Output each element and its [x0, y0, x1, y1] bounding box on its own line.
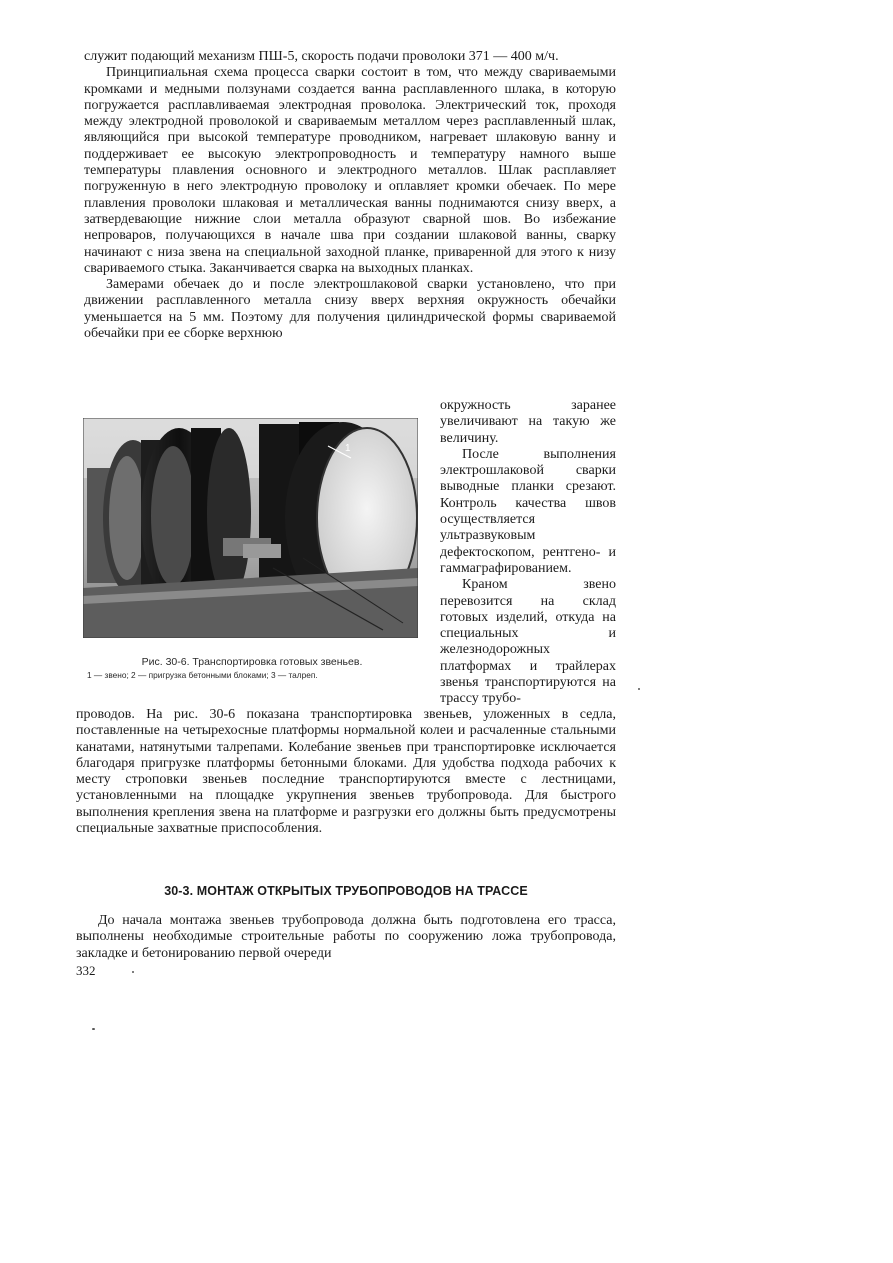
text-block-section: [76, 913, 616, 962]
paragraph-transport-start: Краном звено перевозится на склад готовых изделий, откуда на специальных и железнодорожных платформах и трайлерах звенья транспортируются на трассу трубо-: [440, 577, 616, 707]
scan-speck: [638, 688, 640, 690]
paragraph-quality-control: После выполнения электрошлаковой сварки выводные планки срезают. Контроль качества швов осуществляется ультразвуковым дефектоскопом, рентгено- и гаммаграфированием.: [440, 446, 616, 576]
paragraph-measurements-continued: окружность заранее увеличивают на такую же величину.: [440, 398, 616, 446]
figure-callout-label: 1: [345, 443, 351, 454]
paragraph-welding-process: Принципиальная схема процесса сварки состоит в том, что между свариваемыми кромками и медными ползунами создается ванна расплавленного шлака, в которую погружается расплавливаемая электродная проволока. Электрический ток, проходя между электродной проволокой и свариваемым металлом через расплавленный шлак, являющийся при высокой температуре проводником, нагревает шлаковую ванну и поддерживает ее высокую электропроводность и температуру намного выше температуры плавления основного и электродного металлов. Шлак расплавляет погруженную в него электродную проволоку и оплавляет кромки обечаек. По мере плавления проволоки шлаковая и металлическая ванны поднимаются снизу вверх, а затвердевающие нижние слои металла образуют сварной шов. Во избежание непроваров, получающихся в начале шва при создании шлаковой ванны, сварку начинают с низа звена на специальной заходной планке, приваренной для этого к низу свариваемого стыка. Заканчивается сварка на выходных планках.: [84, 65, 616, 276]
figure-caption: [87, 655, 417, 681]
text-block-bottom: [76, 707, 616, 837]
figure-caption-legend: 1 — звено; 2 — пригрузка бетонными блоками; 3 — талреп.: [87, 670, 318, 680]
figure-caption-title: Рис. 30-6. Транспортировка готовых звеньев.: [141, 656, 363, 668]
section-heading: 30-3. МОНТАЖ ОТКРЫТЫХ ТРУБОПРОВОДОВ НА ТРАССЕ: [164, 884, 528, 898]
paragraph-measurements: Замерами обечаек до и после электрошлаковой сварки установлено, что при движении расплавленного металла снизу вверх верхняя окружность обечайки уменьшается на 5 мм. Поэтому для получения цилиндрической формы свариваемой обечайки при ее сборке верхнюю: [84, 277, 616, 342]
scan-speck: [132, 971, 134, 973]
paragraph-continuation: служит подающий механизм ПШ-5, скорость подачи проволоки 371 — 400 м/ч.: [84, 49, 559, 64]
paragraph-installation-start: До начала монтажа звеньев трубопровода должна быть подготовлена его трасса, выполнены необходимые строительные работы по сооружению ложа трубопровода, закладке и бетонированию первой очереди: [76, 913, 616, 961]
text-block-beside-figure: [440, 398, 616, 708]
page-number: 332: [76, 963, 96, 978]
scan-speck: [92, 1028, 95, 1030]
figure-photo-transport: [83, 418, 418, 638]
text-block-top: [84, 49, 616, 342]
paragraph-transport-end: проводов. На рис. 30-6 показана транспортировка звеньев, уложенных в седла, поставленные на четырехосные платформы нормальной колеи и расчаленные стальными канатами, натянутыми талрепами. Колебание звеньев при транспортировке исключается благодаря пригрузке платформы бетонными блоками. Для удобства подхода рабочих к месту строповки звеньев последние транспортируются вместе с лестницами, установленными на площадке укрупнения звеньев трубопровода. Для быстрого выполнения крепления звена на платформе и разгрузки его должны быть предусмотрены специальные захватные приспособления.: [76, 707, 616, 837]
